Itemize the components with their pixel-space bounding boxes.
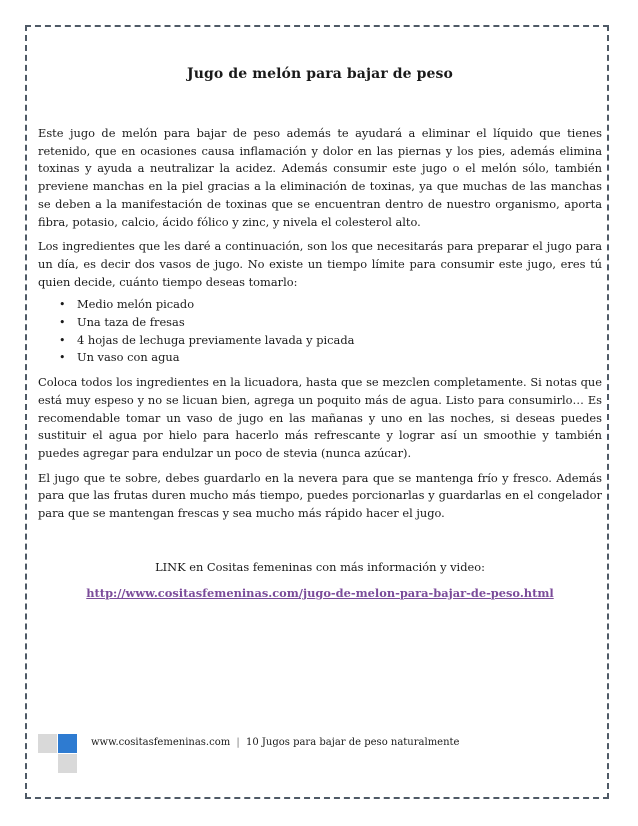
instructions-paragraph: Coloca todos los ingredientes en la licuadora, hasta que se mezclen completamente. Si notas que está muy espeso y no se licuan bien, agrega un poquito más de agua. Listo para consumirlo… Es recomendable tomar un vaso de jugo en las mañanas y uno en las noches, si deseas puedes sustituir el agua por hielo para hacerlo más refrescante y lograr así un smoothie y también puedes agregar para endulzar un poco de stevia (nunca azúcar). (38, 375, 602, 460)
list-item: • Una taza de fresas (77, 314, 602, 332)
footer-separator: | (236, 737, 240, 748)
footer-logo-squares (38, 734, 78, 774)
document-body (38, 66, 602, 600)
gray-square-icon (58, 754, 77, 773)
intro-paragraph: Este jugo de melón para bajar de peso además te ayudará a eliminar el líquido que tienes retenido, que en ocasiones causa inflamación y dolor en las piernas y los pies, además elimina toxinas y ayuda a neutralizar la acidez. Además consumir este jugo o el melón sólo, también previene manchas en la piel gracias a la eliminación de toxinas, ya que muchas de las manchas se deben a la manifestación de toxinas que se encuentran dentro de nuestro organismo, aporta fibra, potasio, calcio, ácido fólico y zinc, y nivela el colesterol alto. (38, 126, 602, 229)
ingredients-list (38, 296, 602, 367)
footer-page-number: 10 (245, 737, 259, 748)
list-item: • Un vaso con agua (77, 349, 602, 367)
blue-square-icon (58, 734, 77, 753)
gray-square-icon (38, 734, 57, 753)
bullet-icon: • (59, 298, 66, 312)
list-item: • 4 hojas de lechuga previamente lavada y picada (77, 332, 602, 350)
source-link-container (38, 586, 602, 600)
ingredients-intro-paragraph: Los ingredientes que les daré a continuación, son los que necesitarás para preparar el jugo para un día, es decir dos vasos de jugo. No existe un tiempo límite para consumir este jugo, eres tú quien decide, cuánto tiempo deseas tomarlo: (38, 239, 602, 289)
list-item: • Medio melón picado (77, 296, 602, 314)
storage-paragraph: El jugo que te sobre, debes guardarlo en la nevera para que se mantenga frío y fresco. Además para que las frutas duren mucho más tiempo, puedes porcionarlas y guardarlas en el congelador para que se mantengan frescas y sea mucho más rápido hacer el jugo. (38, 470, 602, 521)
page-footer (91, 736, 459, 750)
bullet-icon: • (59, 351, 66, 365)
footer-site: www.cositasfemeninas.com (91, 737, 231, 748)
bullet-icon: • (59, 333, 66, 347)
footer-book-title: Jugos para bajar de peso naturalmente (261, 737, 460, 748)
source-link[interactable]: http://www.cositasfemeninas.com/jugo-de-melon-para-bajar-de-peso.html (86, 585, 554, 600)
link-caption: LINK en Cositas femeninas con más información y video: (155, 559, 485, 574)
document-title: Jugo de melón para bajar de peso (187, 66, 453, 82)
bullet-icon: • (59, 316, 66, 330)
